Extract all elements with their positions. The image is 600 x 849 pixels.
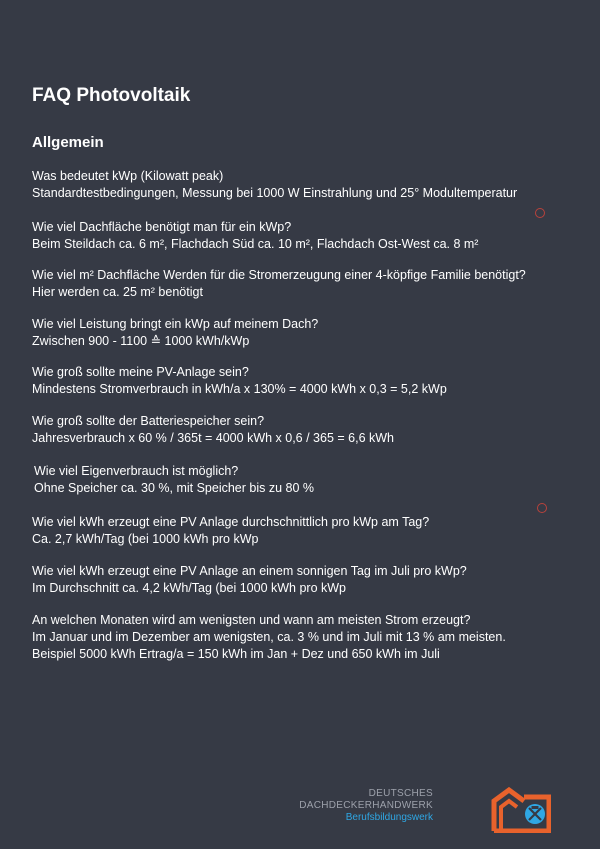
faq-answer: Im Januar und im Dezember am wenigsten, ca. 3 % und im Juli mit 13 % am meisten. xyxy=(32,630,506,644)
faq-item xyxy=(32,413,592,447)
faq-item xyxy=(32,168,592,202)
faq-question: Wie groß sollte der Batteriespeicher sein? xyxy=(32,414,265,428)
faq-item xyxy=(32,267,592,301)
faq-answer: Jahresverbrauch x 60 % / 365t = 4000 kWh x 0,6 / 365 = 6,6 kWh xyxy=(32,431,395,445)
faq-answer: Zwischen 900 - 1100 ≙ 1000 kWh/kWp xyxy=(32,334,250,348)
faq-item xyxy=(32,612,592,663)
faq-question: An welchen Monaten wird am wenigsten und wann am meisten Strom erzeugt? xyxy=(32,613,471,627)
red-circle-marker xyxy=(535,208,545,218)
page-title: FAQ Photovoltaik xyxy=(32,85,191,106)
faq-question: Wie viel Eigenverbrauch ist möglich? xyxy=(34,464,239,478)
faq-answer: Hier werden ca. 25 m² benötigt xyxy=(32,285,203,299)
faq-answer: Mindestens Stromverbrauch in kWh/a x 130% = 4000 kWh x 0,3 = 5,2 kWp xyxy=(32,382,447,396)
footer-brand-text xyxy=(299,788,433,824)
faq-question: Wie groß sollte meine PV-Anlage sein? xyxy=(32,365,249,379)
faq-question: Was bedeutet kWp (Kilowatt peak) xyxy=(32,169,224,183)
faq-answer: Ohne Speicher ca. 30 %, mit Speicher bis zu 80 % xyxy=(34,481,315,495)
faq-question: Wie viel kWh erzeugt eine PV Anlage durchschnittlich pro kWp am Tag? xyxy=(32,515,430,529)
faq-answer: Im Durchschnitt ca. 4,2 kWh/Tag (bei 1000 kWh pro kWp xyxy=(32,581,347,595)
faq-answer: Ca. 2,7 kWh/Tag (bei 1000 kWh pro kWp xyxy=(32,532,259,546)
faq-question: Wie viel kWh erzeugt eine PV Anlage an einem sonnigen Tag im Juli pro kWp? xyxy=(32,564,467,578)
faq-item xyxy=(34,463,594,497)
faq-question: Wie viel m² Dachfläche Werden für die Stromerzeugung einer 4-köpfige Familie benötigt? xyxy=(32,268,526,282)
faq-question: Wie viel Dachfläche benötigt man für ein kWp? xyxy=(32,220,292,234)
faq-item xyxy=(32,563,592,597)
faq-answer: Beim Steildach ca. 6 m², Flachdach Süd ca. 10 m², Flachdach Ost-West ca. 8 m² xyxy=(32,237,479,251)
faq-item xyxy=(32,514,592,548)
footer-line-1: DEUTSCHES xyxy=(368,788,433,799)
footer-line-3: Berufsbildungswerk xyxy=(345,812,433,823)
faq-item xyxy=(32,364,592,398)
faq-answer: Standardtestbedingungen, Messung bei 1000 W Einstrahlung und 25° Modultemperatur xyxy=(32,186,518,200)
faq-item xyxy=(32,316,592,350)
faq-answer: Beispiel 5000 kWh Ertrag/a = 150 kWh im Jan + Dez und 650 kWh im Juli xyxy=(32,647,440,661)
roofer-logo-icon xyxy=(491,787,551,833)
footer-line-2: DACHDECKERHANDWERK xyxy=(299,800,433,811)
section-heading: Allgemein xyxy=(32,134,104,151)
faq-question: Wie viel Leistung bringt ein kWp auf meinem Dach? xyxy=(32,317,319,331)
faq-item xyxy=(32,219,592,253)
red-circle-marker xyxy=(537,503,547,513)
